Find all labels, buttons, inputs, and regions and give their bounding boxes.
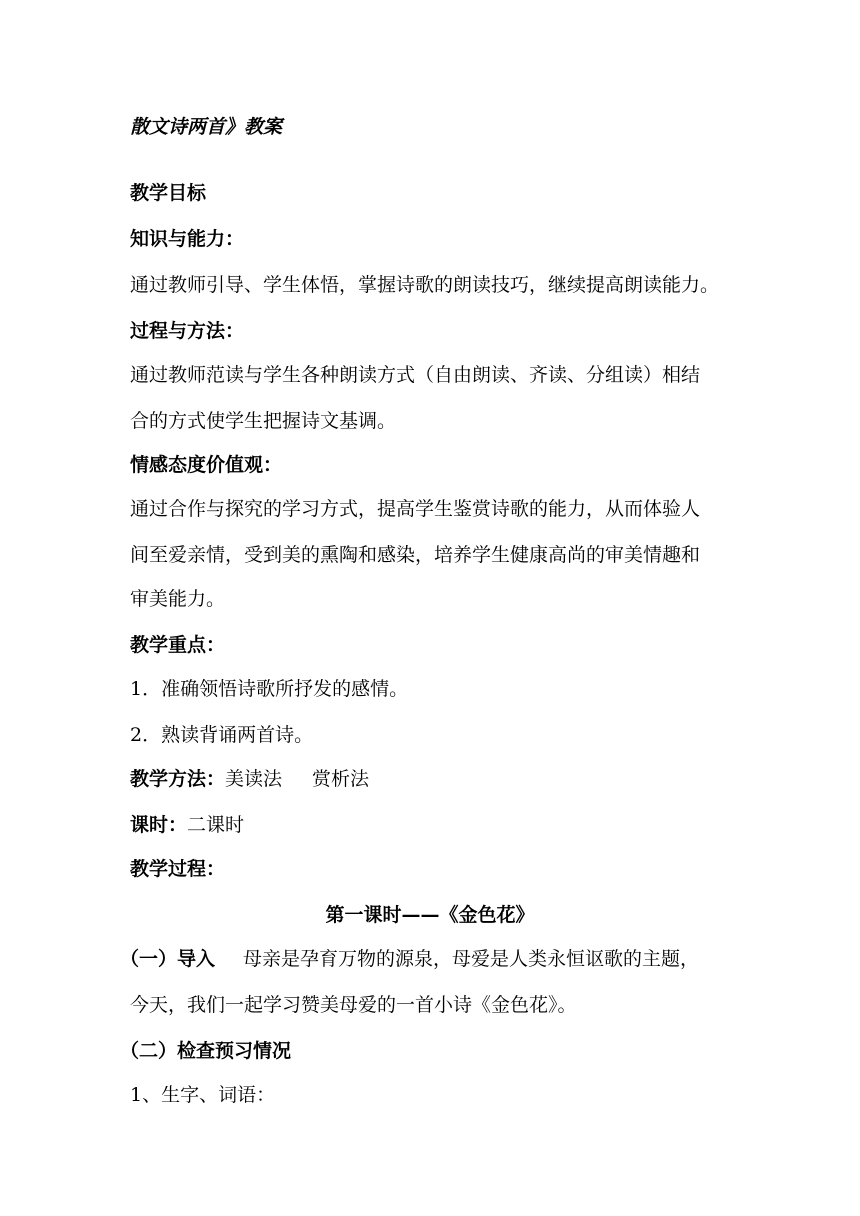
document-title: 散文诗两首》教案 — [130, 116, 283, 138]
key-point-item-2: 2．熟读背诵两首诗。 — [130, 724, 314, 746]
intro-text-line-1: 母亲是孕育万物的源泉，母爱是人类永恒讴歌的主题， — [243, 948, 700, 970]
emotion-text-line-3: 审美能力。 — [130, 588, 226, 610]
key-point-item-1: 1．准确领悟诗歌所抒发的感情。 — [130, 678, 409, 700]
emotion-text-line-1: 通过合作与探究的学习方式，提高学生鉴赏诗歌的能力，从而体验人 — [130, 498, 701, 520]
emotion-text-line-2: 间至爱亲情，受到美的熏陶和感染，培养学生健康高尚的审美情趣和 — [130, 544, 701, 566]
hours-row — [130, 812, 740, 838]
vocab-item: 1、生字、词语： — [130, 1084, 276, 1106]
knowledge-heading: 知识与能力： — [130, 228, 245, 250]
process-text-line-2: 合的方式使学生把握诗文基调。 — [130, 410, 397, 432]
method-label: 教学方法： — [130, 768, 226, 790]
emotion-heading: 情感态度价值观： — [130, 454, 283, 476]
process-text-line-1: 通过教师范读与学生各种朗读方式（自由朗读、齐读、分组读）相结 — [130, 364, 701, 386]
intro-label: （一）导入 — [120, 948, 216, 970]
lesson-one-title: 第一课时——《金色花》 — [325, 904, 535, 926]
preview-heading: （二）检查预习情况 — [120, 1040, 292, 1062]
method-value-2: 赏析法 — [312, 768, 370, 790]
goals-heading: 教学目标 — [130, 182, 207, 204]
knowledge-text: 通过教师引导、学生体悟，掌握诗歌的朗读技巧，继续提高朗读能力。 — [130, 274, 720, 296]
hours-label: 课时： — [130, 814, 188, 836]
method-row — [130, 766, 740, 792]
hours-value: 二课时 — [187, 814, 245, 836]
teaching-process-heading: 教学过程： — [130, 858, 226, 880]
intro-row — [120, 946, 730, 972]
key-points-heading: 教学重点： — [130, 634, 226, 656]
intro-text-line-2: 今天，我们一起学习赞美母爱的一首小诗《金色花》。 — [130, 994, 577, 1016]
method-value-1: 美读法 — [225, 768, 283, 790]
process-heading: 过程与方法： — [130, 320, 245, 342]
